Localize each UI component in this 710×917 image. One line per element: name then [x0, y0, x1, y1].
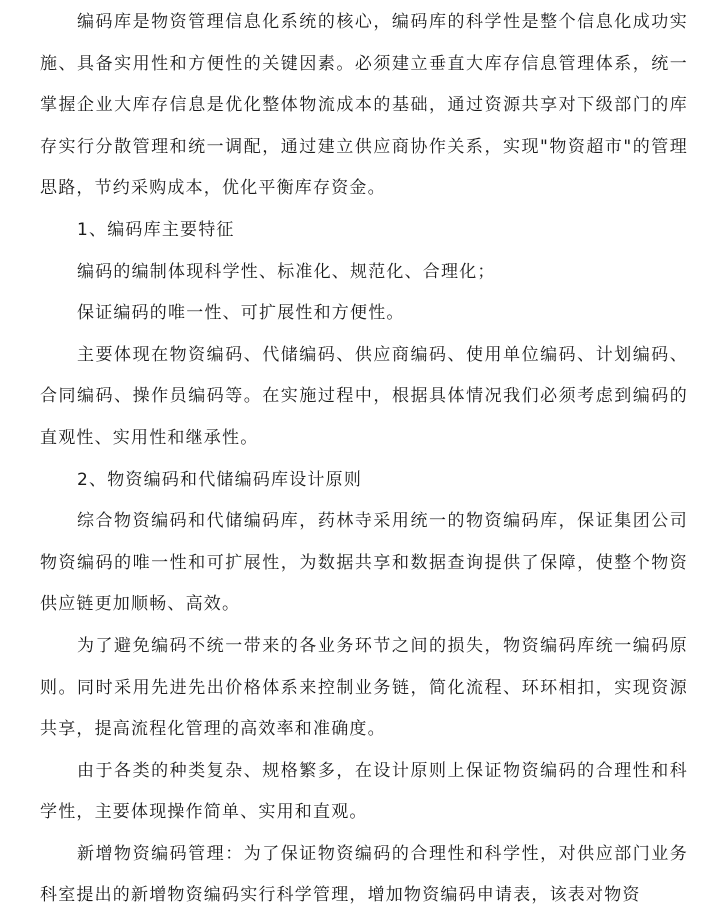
paragraph-unified-library: 综合物资编码和代储编码库，药林寺采用统一的物资编码库，保证集团公司物资编码的唯一性和可扩展性，为数据共享和数据查询提供了保障，使整个物资供应链更加顺畅、高效。 [40, 511, 688, 615]
section-heading-2: 2、物资编码和代储编码库设计原则 [77, 469, 363, 490]
paragraph-coding-principles: 编码的编制体现科学性、标准化、规范化、合理化； [77, 261, 496, 282]
paragraph-design-principle: 由于各类的种类复杂、规格繁多，在设计原则上保证物资编码的合理性和科学性，主要体现操作简单、实用和直观。 [40, 760, 688, 823]
paragraph-intro: 编码库是物资管理信息化系统的核心，编码库的科学性是整个信息化成功实施、具备实用性和方便性的关键因素。必须建立垂直大库存信息管理体系，统一掌握企业大库存信息是优化整体物流成本的基础，通过资源共享对下级部门的库存实行分散管理和统一调配，通过建立供应商协作关系，实现"物资超市"的管理思路，节约采购成本，优化平衡库存资金。 [40, 12, 688, 199]
paragraph-new-code-management: 新增物资编码管理：为了保证物资编码的合理性和科学性，对供应部门业务科室提出的新增物资编码实行科学管理，增加物资编码申请表，该表对物资 [40, 843, 688, 906]
paragraph-avoid-loss: 为了避免编码不统一带来的各业务环节之间的损失，物资编码库统一编码原则。同时采用先进先出价格体系来控制业务链，简化流程、环环相扣，实现资源共享，提高流程化管理的高效率和准确度。 [40, 635, 688, 740]
paragraph-code-types: 主要体现在物资编码、代储编码、供应商编码、使用单位编码、计划编码、合同编码、操作员编码等。在实施过程中，根据具体情况我们必须考虑到编码的直观性、实用性和继承性。 [40, 344, 688, 448]
paragraph-uniqueness: 保证编码的唯一性、可扩展性和方便性。 [77, 303, 405, 324]
section-heading-1: 1、编码库主要特征 [77, 219, 235, 240]
